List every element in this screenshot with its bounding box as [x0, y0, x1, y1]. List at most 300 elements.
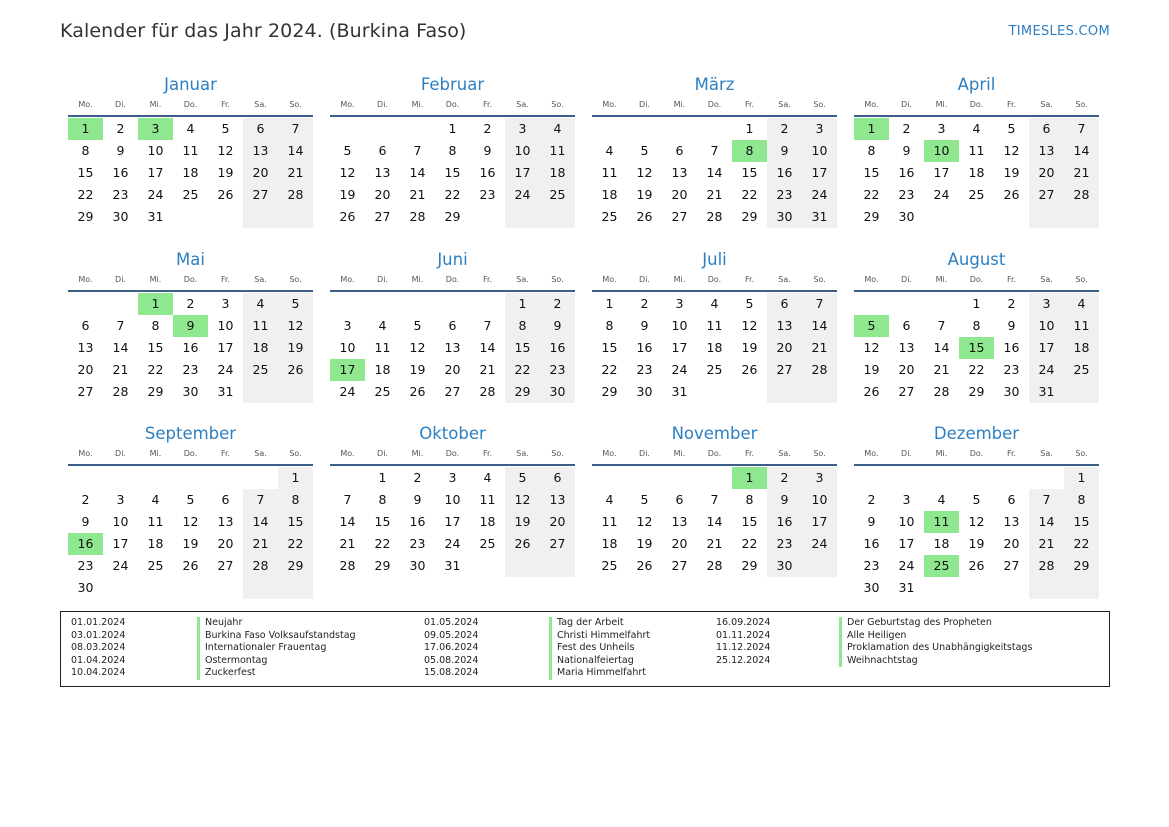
weekday-header — [330, 272, 575, 292]
weekday-label: Mi. — [935, 274, 948, 284]
calendar-day: 5 — [278, 293, 313, 315]
calendar-day: 21 — [1064, 162, 1099, 184]
calendar-day: 4 — [710, 295, 719, 311]
weekday-label: Sa. — [254, 449, 267, 458]
calendar-day: 12 — [217, 143, 234, 158]
calendar-day: 18 — [706, 339, 723, 355]
calendar-day: 11 — [540, 140, 575, 162]
calendar-day: 27 — [374, 209, 391, 224]
calendar-day: 18 — [182, 165, 199, 180]
calendar-day: 20 — [444, 361, 461, 377]
empty-day — [400, 293, 435, 315]
calendar-day: 29 — [741, 209, 758, 224]
calendar-day: 22 — [444, 187, 461, 202]
calendar-day: 23 — [409, 536, 426, 551]
calendar-day: 14 — [706, 514, 723, 529]
weekday-label: Sa. — [778, 449, 791, 458]
calendar-day: 31 — [898, 580, 915, 595]
calendar-day: 14 — [339, 514, 356, 529]
calendar-day: 26 — [968, 558, 985, 573]
calendar-day: 2 — [81, 492, 90, 507]
calendar-day: 5 — [186, 492, 195, 507]
calendar-day: 2 — [483, 121, 492, 136]
calendar-day: 14 — [1064, 140, 1099, 162]
calendar-day: 4 — [151, 492, 160, 507]
holiday-day: 16 — [68, 533, 103, 555]
empty-day — [854, 467, 889, 489]
calendar-day: 17 — [802, 511, 837, 533]
legend-holiday-name: Der Geburtstag des Propheten — [839, 617, 1032, 630]
weekday-label: Do. — [969, 100, 984, 109]
calendar-day: 17 — [671, 339, 688, 355]
empty-day — [208, 206, 243, 228]
calendar-day: 2 — [767, 118, 802, 140]
legend-name-column — [839, 617, 1032, 667]
empty-day — [243, 381, 278, 403]
calendar-day: 9 — [413, 492, 422, 507]
weekday-label: Mo. — [78, 274, 93, 284]
legend-holiday-name: Nationalfeiertag — [549, 655, 650, 668]
weekday-label: Mo. — [340, 100, 355, 109]
calendar-day: 27 — [1029, 184, 1064, 206]
weekday-label: Fr. — [1006, 274, 1017, 284]
calendar-day: 29 — [1064, 555, 1099, 577]
calendar-day: 12 — [741, 317, 758, 333]
weekday-label: Mi. — [149, 100, 162, 109]
calendar-day: 27 — [767, 359, 802, 381]
calendar-day: 13 — [374, 165, 391, 180]
calendar-day: 19 — [409, 361, 426, 377]
month-name: Oktober — [419, 424, 486, 443]
calendar-day: 19 — [636, 187, 653, 202]
calendar-day: 12 — [1003, 143, 1020, 158]
calendar-day: 4 — [540, 118, 575, 140]
weekday-label: Mo. — [78, 100, 93, 109]
weekday-label: So. — [289, 274, 302, 284]
empty-day — [173, 577, 208, 599]
weekday-label: Sa. — [1040, 100, 1053, 109]
legend-date: 01.01.2024 — [71, 617, 126, 628]
day-grid — [330, 293, 575, 403]
month-name: April — [957, 75, 996, 94]
calendar-day: 10 — [505, 140, 540, 162]
weekday-label: Do. — [707, 100, 722, 109]
calendar-day: 24 — [1029, 359, 1064, 381]
empty-day — [138, 467, 173, 489]
calendar-day: 26 — [182, 558, 199, 573]
calendar-day: 14 — [933, 339, 950, 355]
holiday-day: 3 — [138, 118, 173, 140]
calendar-day: 17 — [217, 339, 234, 355]
empty-day — [1029, 206, 1064, 228]
empty-day — [68, 467, 103, 489]
calendar-day: 22 — [77, 187, 94, 202]
weekday-label: Mi. — [935, 449, 948, 458]
calendar-day: 31 — [217, 383, 234, 399]
weekday-label: Di. — [901, 274, 912, 284]
weekday-label: Mo. — [340, 449, 355, 458]
legend-holiday-name: Ostermontag — [197, 655, 356, 668]
weekday-label: Mi. — [935, 100, 948, 109]
calendar-day: 30 — [77, 580, 94, 595]
weekday-label: Mi. — [411, 449, 424, 458]
calendar-day: 19 — [278, 337, 313, 359]
calendar-day: 30 — [767, 206, 802, 228]
weekday-label: Mi. — [411, 274, 424, 284]
empty-day — [959, 577, 994, 599]
calendar-day: 13 — [77, 339, 94, 355]
calendar-day: 15 — [863, 165, 880, 180]
calendar-day: 6 — [448, 317, 457, 333]
calendar-day: 15 — [77, 165, 94, 180]
legend-date: 01.05.2024 — [424, 617, 479, 628]
calendar-day: 21 — [479, 361, 496, 377]
calendar-day: 13 — [1003, 514, 1020, 529]
calendar-day: 5 — [640, 492, 649, 507]
calendar-day: 30 — [898, 209, 915, 224]
calendar-day: 20 — [243, 162, 278, 184]
calendar-day: 25 — [1064, 359, 1099, 381]
calendar-day: 6 — [675, 143, 684, 158]
calendar-day: 21 — [802, 337, 837, 359]
calendar-day: 11 — [147, 514, 164, 529]
calendar-day: 10 — [112, 514, 129, 529]
calendar-day: 7 — [1029, 489, 1064, 511]
empty-day — [662, 118, 697, 140]
calendar-day: 28 — [112, 383, 129, 399]
empty-day — [68, 293, 103, 315]
weekday-label: So. — [551, 449, 564, 458]
calendar-day: 17 — [898, 536, 915, 551]
calendar-day: 31 — [802, 206, 837, 228]
weekday-label: Fr. — [482, 449, 493, 458]
calendar-day: 21 — [243, 533, 278, 555]
empty-day — [103, 467, 138, 489]
calendar-day: 15 — [278, 511, 313, 533]
weekday-label: Fr. — [744, 100, 755, 109]
calendar-day: 3 — [448, 470, 457, 485]
weekday-label: Mo. — [864, 274, 879, 284]
month-februar — [330, 74, 575, 249]
empty-day — [994, 206, 1029, 228]
legend-holiday-name: Burkina Faso Volksaufstandstag — [197, 630, 356, 643]
calendar-day: 19 — [863, 361, 880, 377]
calendar-day: 6 — [540, 467, 575, 489]
legend-date: 10.04.2024 — [71, 667, 126, 678]
calendar-day: 17 — [147, 165, 164, 180]
empty-day — [173, 206, 208, 228]
calendar-day: 4 — [243, 293, 278, 315]
calendar-day: 15 — [741, 514, 758, 529]
weekday-label: Fr. — [482, 100, 493, 109]
calendar-day: 13 — [671, 514, 688, 529]
calendar-day: 18 — [1064, 337, 1099, 359]
calendar-day: 22 — [278, 533, 313, 555]
calendar-day: 3 — [116, 492, 125, 507]
calendar-day: 25 — [601, 558, 618, 573]
calendar-day: 24 — [505, 184, 540, 206]
empty-day — [330, 293, 365, 315]
calendar-day: 12 — [505, 489, 540, 511]
calendar-day: 26 — [1003, 187, 1020, 202]
empty-day — [330, 118, 365, 140]
calendar-day: 8 — [867, 143, 876, 158]
calendar-day: 2 — [413, 470, 422, 485]
calendar-day: 22 — [601, 361, 618, 377]
weekday-header — [330, 446, 575, 466]
calendar-day: 25 — [479, 536, 496, 551]
month-name: November — [671, 424, 758, 443]
day-grid — [592, 118, 837, 228]
calendar-day: 14 — [278, 140, 313, 162]
empty-day — [540, 206, 575, 228]
calendar-day: 2 — [1007, 295, 1016, 311]
calendar-day: 6 — [767, 293, 802, 315]
calendar-day: 4 — [186, 121, 195, 136]
weekday-label: So. — [813, 274, 826, 284]
calendar-day: 3 — [221, 295, 230, 311]
calendar-day: 22 — [374, 536, 391, 551]
calendar-day: 20 — [1003, 536, 1020, 551]
weekday-label: Mo. — [602, 100, 617, 109]
calendar-day: 10 — [802, 140, 837, 162]
calendar-day: 19 — [636, 536, 653, 551]
calendar-day: 6 — [243, 118, 278, 140]
holiday-day: 15 — [959, 337, 994, 359]
calendar-day: 15 — [505, 337, 540, 359]
calendar-day: 30 — [182, 383, 199, 399]
empty-day — [592, 467, 627, 489]
calendar-day: 7 — [243, 489, 278, 511]
calendar-day: 12 — [863, 339, 880, 355]
calendar-day: 7 — [802, 293, 837, 315]
month-name: Februar — [420, 75, 485, 94]
calendar-day: 11 — [479, 492, 496, 507]
weekday-label: So. — [813, 100, 826, 109]
calendar-day: 20 — [1029, 162, 1064, 184]
calendar-day: 11 — [968, 143, 985, 158]
calendar-day: 27 — [671, 209, 688, 224]
month-november — [592, 423, 837, 598]
calendar-day: 7 — [937, 317, 946, 333]
calendar-day: 17 — [933, 165, 950, 180]
calendar-day: 3 — [675, 295, 684, 311]
legend-date: 11.12.2024 — [716, 642, 771, 653]
calendar-day: 6 — [1007, 492, 1016, 507]
weekday-label: Sa. — [254, 274, 267, 284]
calendar-day: 29 — [374, 558, 391, 573]
calendar-day: 2 — [640, 295, 649, 311]
calendar-day: 31 — [147, 209, 164, 224]
calendar-day: 15 — [601, 339, 618, 355]
calendar-day: 27 — [671, 558, 688, 573]
calendar-day: 3 — [802, 118, 837, 140]
month-dezember — [854, 423, 1099, 598]
calendar-day: 19 — [1003, 165, 1020, 180]
calendar-day: 17 — [444, 514, 461, 529]
calendar-day: 27 — [540, 533, 575, 555]
legend-holiday-name: Alle Heiligen — [839, 630, 1032, 643]
calendar-day: 1 — [378, 470, 387, 485]
month-september — [68, 423, 313, 598]
weekday-label: Sa. — [1040, 274, 1053, 284]
calendar-day: 22 — [1064, 533, 1099, 555]
calendar-day: 23 — [540, 359, 575, 381]
brand-link[interactable]: TIMESLES.COM — [1008, 24, 1110, 39]
weekday-label: Sa. — [778, 274, 791, 284]
calendar-day: 30 — [409, 558, 426, 573]
day-grid — [854, 293, 1099, 403]
calendar-day: 21 — [278, 162, 313, 184]
calendar-day: 16 — [898, 165, 915, 180]
calendar-day: 9 — [540, 315, 575, 337]
calendar-day: 10 — [802, 489, 837, 511]
calendar-day: 11 — [601, 514, 618, 529]
day-grid — [68, 118, 313, 228]
weekday-label: Do. — [445, 449, 460, 458]
weekday-label: Mo. — [340, 274, 355, 284]
legend-holiday-name: Tag der Arbeit — [549, 617, 650, 630]
calendar-day: 23 — [863, 558, 880, 573]
legend-date: 01.04.2024 — [71, 654, 126, 666]
calendar-day: 28 — [479, 383, 496, 399]
calendar-day: 21 — [706, 536, 723, 551]
calendar-day: 22 — [968, 361, 985, 377]
empty-day — [365, 293, 400, 315]
calendar-day: 6 — [675, 492, 684, 507]
weekday-label: Fr. — [220, 274, 231, 284]
weekday-label: Do. — [445, 274, 460, 284]
holiday-day: 25 — [924, 555, 959, 577]
calendar-day: 5 — [221, 121, 230, 136]
calendar-day: 4 — [937, 492, 946, 507]
calendar-day: 30 — [1003, 383, 1020, 399]
page-title: Kalender für das Jahr 2024. (Burkina Faso) — [60, 20, 467, 42]
calendar-day: 5 — [1007, 121, 1016, 136]
calendar-day: 3 — [802, 467, 837, 489]
calendar-day: 12 — [968, 514, 985, 529]
calendar-day: 6 — [1029, 118, 1064, 140]
calendar-day: 21 — [339, 536, 356, 551]
calendar-day: 8 — [505, 315, 540, 337]
calendar-day: 5 — [505, 467, 540, 489]
calendar-day: 28 — [802, 359, 837, 381]
calendar-day: 11 — [706, 317, 723, 333]
weekday-header — [592, 446, 837, 466]
calendar-day: 28 — [1029, 555, 1064, 577]
empty-day — [854, 293, 889, 315]
calendar-day: 5 — [343, 143, 352, 158]
calendar-day: 20 — [374, 187, 391, 202]
empty-day — [470, 293, 505, 315]
calendar-day: 25 — [540, 184, 575, 206]
weekday-label: Mo. — [78, 449, 93, 458]
empty-day — [592, 118, 627, 140]
calendar-day: 16 — [409, 514, 426, 529]
calendar-day: 25 — [147, 558, 164, 573]
calendar-day: 16 — [863, 536, 880, 551]
empty-day — [924, 206, 959, 228]
day-grid — [68, 467, 313, 599]
weekday-label: Do. — [183, 100, 198, 109]
calendar-day: 30 — [863, 580, 880, 595]
weekday-label: Do. — [707, 449, 722, 458]
holiday-day: 10 — [924, 140, 959, 162]
calendar-day: 14 — [706, 165, 723, 180]
weekday-label: Di. — [115, 274, 126, 284]
calendar-day: 18 — [147, 536, 164, 551]
empty-day — [697, 118, 732, 140]
weekday-label: Sa. — [1040, 449, 1053, 458]
weekday-label: Di. — [901, 100, 912, 109]
calendar-day: 18 — [243, 337, 278, 359]
calendar-day: 24 — [339, 383, 356, 399]
month-juni — [330, 249, 575, 424]
calendar-day: 16 — [767, 511, 802, 533]
calendar-day: 22 — [741, 536, 758, 551]
weekday-label: Mi. — [673, 449, 686, 458]
calendar-day: 3 — [902, 492, 911, 507]
weekday-header — [592, 272, 837, 292]
empty-day — [697, 467, 732, 489]
empty-day — [802, 555, 837, 577]
month-name: Mai — [176, 249, 205, 269]
calendar-day: 17 — [1029, 337, 1064, 359]
calendar-day: 26 — [636, 209, 653, 224]
calendar-day: 16 — [112, 165, 129, 180]
calendar-day: 14 — [112, 339, 129, 355]
day-grid — [592, 467, 837, 577]
calendar-day: 10 — [1029, 315, 1064, 337]
weekday-label: Mi. — [149, 274, 162, 284]
calendar-day: 5 — [745, 295, 754, 311]
calendar-day: 29 — [968, 383, 985, 399]
calendar-day: 20 — [77, 361, 94, 377]
calendar-day: 26 — [741, 361, 758, 377]
empty-day — [1029, 577, 1064, 599]
calendar-day: 12 — [636, 514, 653, 529]
calendar-day: 21 — [706, 187, 723, 202]
calendar-day: 15 — [147, 339, 164, 355]
calendar-day: 8 — [278, 489, 313, 511]
empty-day — [103, 577, 138, 599]
weekday-label: So. — [1075, 449, 1088, 458]
calendar-day: 23 — [767, 533, 802, 555]
calendar-day: 4 — [378, 317, 387, 333]
empty-day — [505, 206, 540, 228]
calendar-day: 24 — [898, 558, 915, 573]
calendar-day: 11 — [601, 165, 618, 180]
empty-day — [243, 206, 278, 228]
holiday-day: 1 — [732, 467, 767, 489]
calendar-day: 27 — [243, 184, 278, 206]
empty-day — [103, 293, 138, 315]
weekday-label: Do. — [969, 274, 984, 284]
legend-date: 25.12.2024 — [716, 654, 771, 666]
calendar-day: 8 — [1064, 489, 1099, 511]
empty-day — [243, 467, 278, 489]
weekday-label: Mo. — [864, 449, 879, 458]
calendar-day: 6 — [378, 143, 387, 158]
calendar-day: 13 — [767, 315, 802, 337]
calendar-day: 21 — [933, 361, 950, 377]
calendar-day: 12 — [636, 165, 653, 180]
calendar-day: 4 — [1064, 293, 1099, 315]
calendar-day: 14 — [409, 165, 426, 180]
legend-date: 16.09.2024 — [716, 617, 771, 628]
calendar-day: 27 — [217, 558, 234, 573]
weekday-label: Di. — [377, 449, 388, 458]
